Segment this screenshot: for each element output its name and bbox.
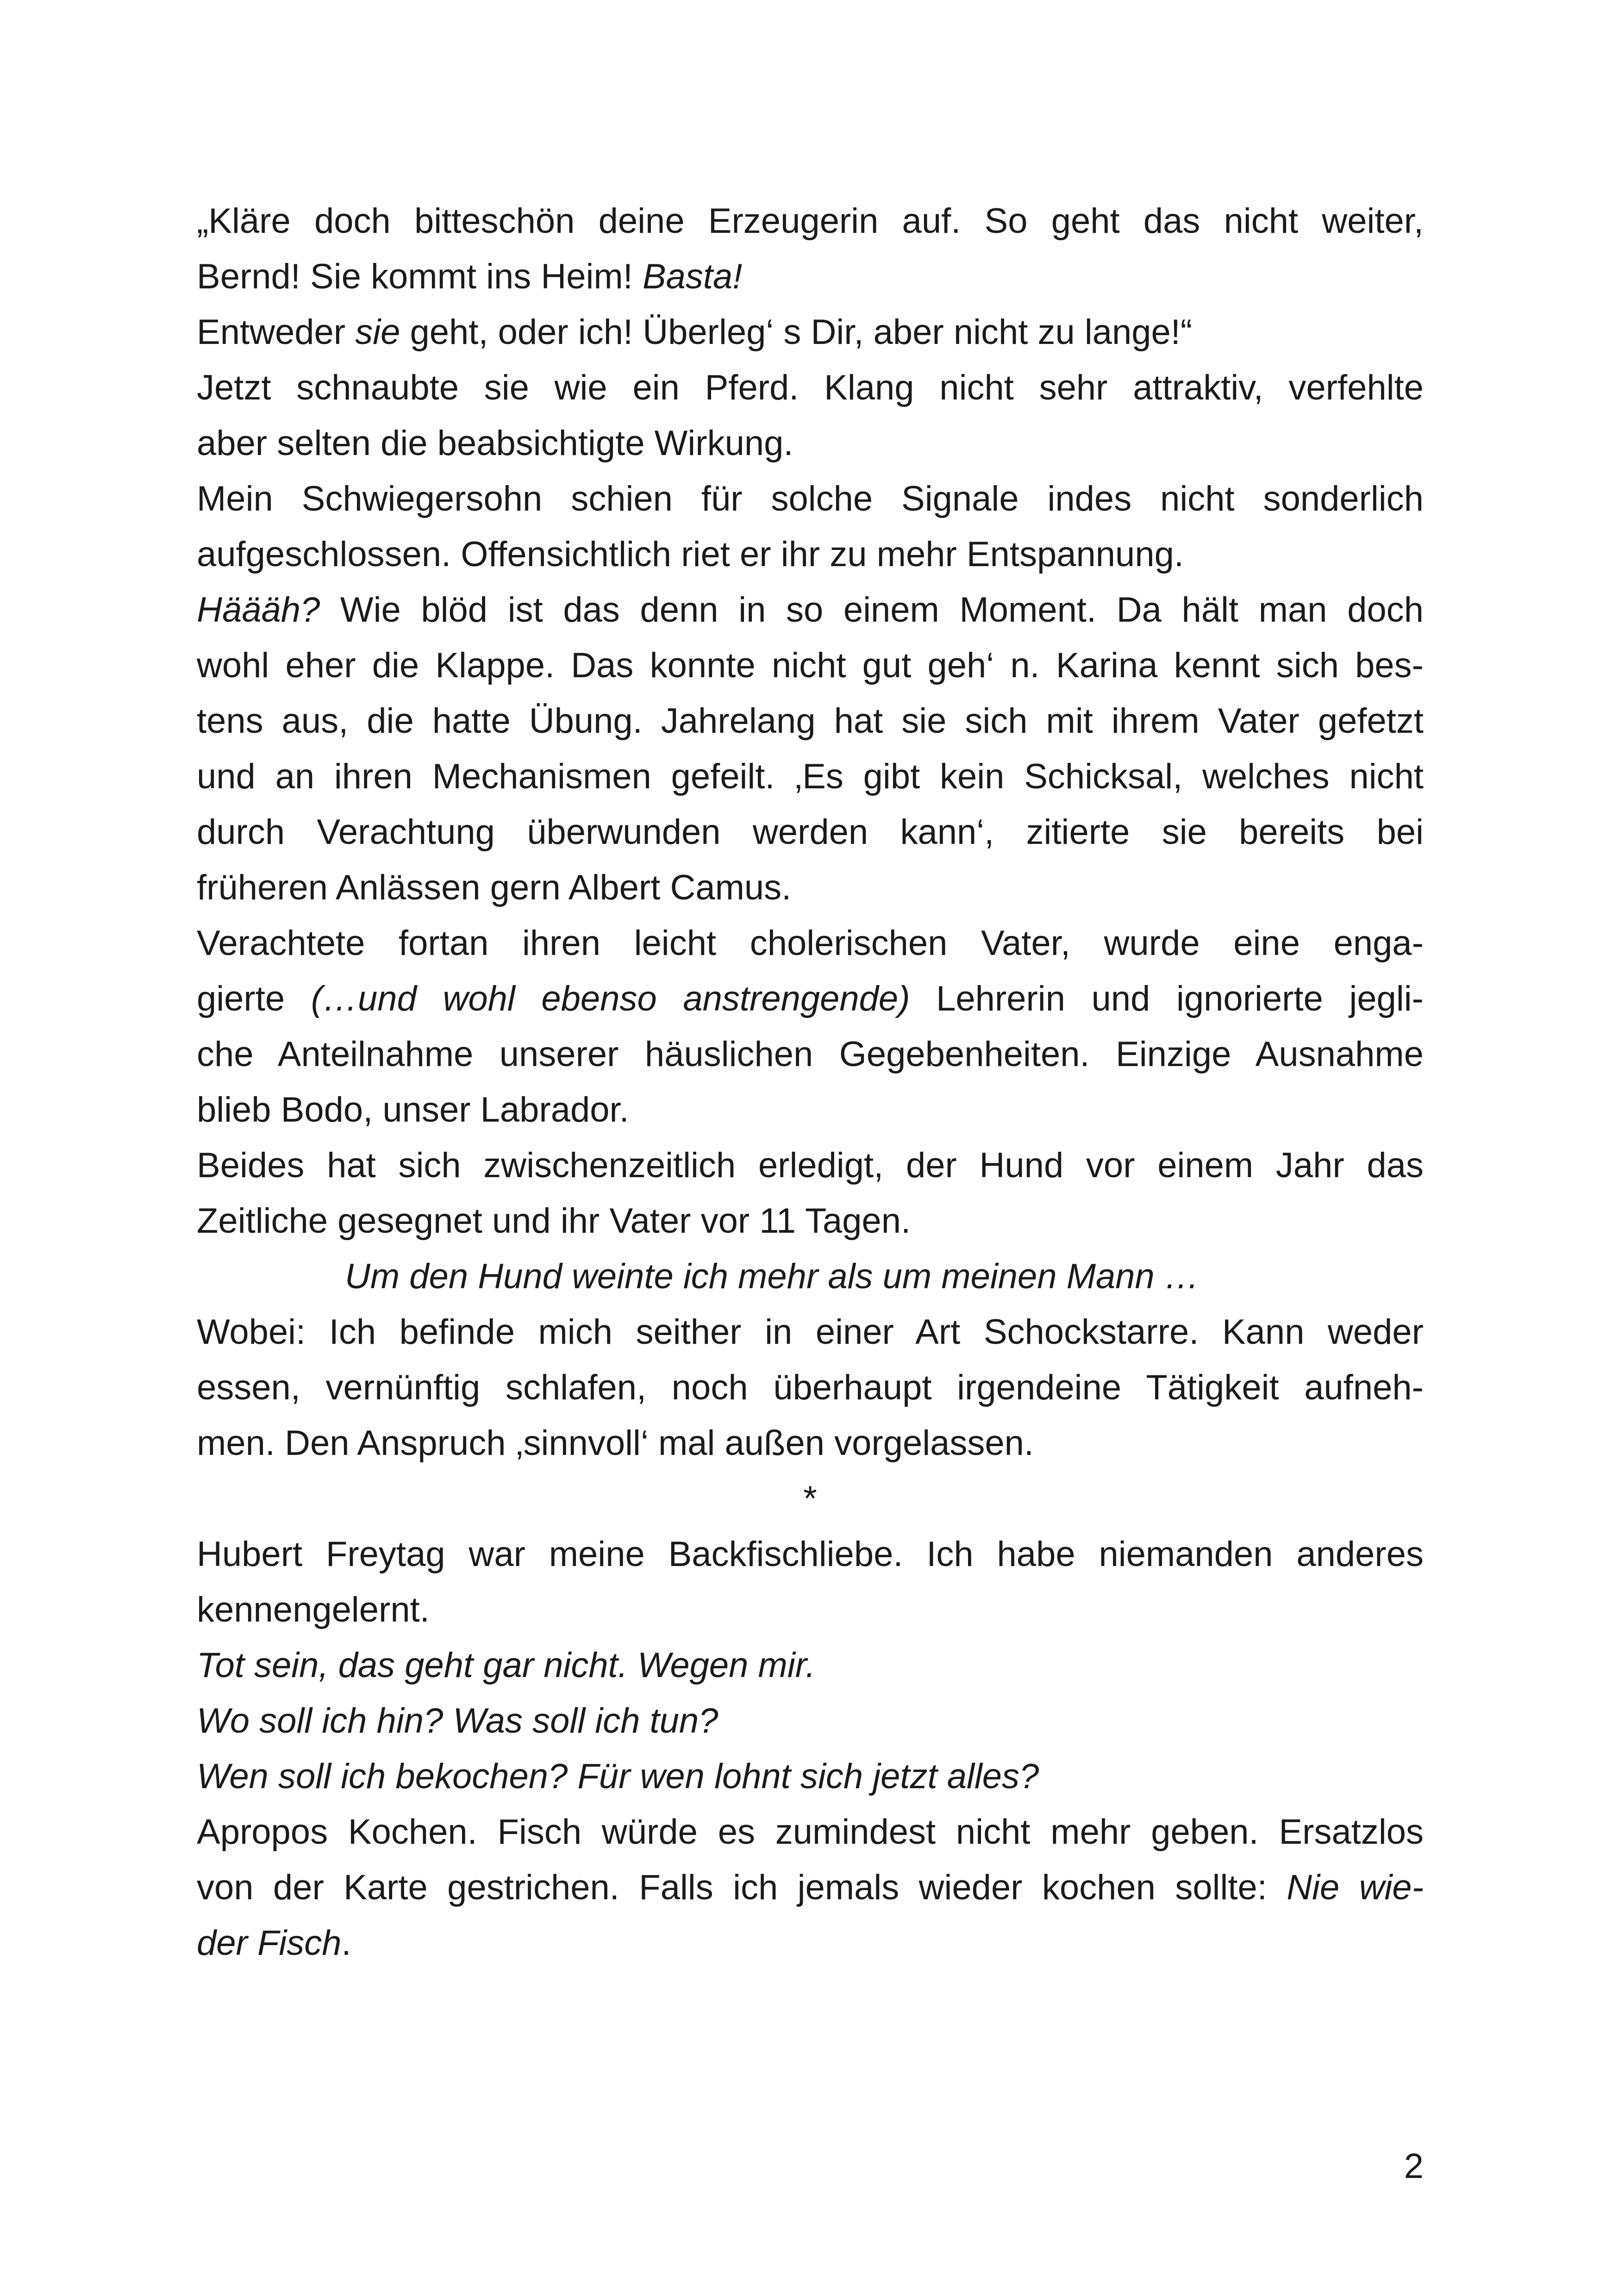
section-separator <box>197 1471 1424 1527</box>
text-segment: früheren Anlässen gern Albert Camus. <box>197 868 792 907</box>
text-line <box>197 360 1424 416</box>
text-segment: Bernd! Sie kommt ins Heim! <box>197 257 643 296</box>
text-line <box>197 1749 1424 1804</box>
text-line <box>197 249 1424 305</box>
text-line <box>197 1860 1424 1915</box>
text-line <box>197 971 1424 1027</box>
text-segment: Entweder <box>197 312 356 352</box>
text-segment: blieb Bodo, unser Labrador. <box>197 1090 629 1129</box>
text-line <box>197 1082 1424 1138</box>
text-line <box>197 416 1424 471</box>
text-segment: Hubert Freytag war meine Backfischliebe. Ich habe niemanden anderes <box>197 1535 1424 1574</box>
text-segment: tens aus, die hatte Übung. Jahrelang hat sie sich mit ihrem Vater gefetzt <box>197 701 1424 741</box>
text-segment: kennengelernt. <box>197 1590 430 1629</box>
italic-text: Tot sein, das geht gar nicht. Wegen mir. <box>197 1646 816 1685</box>
italic-text: sie <box>355 312 400 352</box>
text-line <box>197 1249 1424 1304</box>
text-line <box>197 749 1424 805</box>
text-line <box>197 860 1424 916</box>
text-segment: „Kläre doch bitteschön deine Erzeugerin auf. So geht das nicht weiter, <box>197 201 1424 241</box>
text-line <box>197 916 1424 971</box>
text-segment: men. Den Anspruch ‚sinnvoll‘ mal außen vorgelassen. <box>197 1423 1034 1463</box>
text-segment: Jetzt schnaubte sie wie ein Pferd. Klang nicht sehr attraktiv, verfehlte <box>197 368 1424 407</box>
text-segment: geht, oder ich! Überleg‘ s Dir, aber nicht zu lange!“ <box>400 312 1193 352</box>
text-segment: Beides hat sich zwischenzeitlich erledigt, der Hund vor einem Jahr das <box>197 1146 1424 1185</box>
text-line <box>197 1527 1424 1582</box>
text-line <box>197 1416 1424 1471</box>
text-line <box>197 1915 1424 1971</box>
text-segment: . <box>341 1923 351 1963</box>
italic-text: Nie wie- <box>1287 1868 1424 1907</box>
italic-text: Wo soll ich hin? Was soll ich tun? <box>197 1701 718 1741</box>
text-line <box>197 1304 1424 1360</box>
text-segment: Apropos Kochen. Fisch würde es zumindest nicht mehr geben. Ersatzlos <box>197 1812 1424 1852</box>
text-line <box>197 1582 1424 1638</box>
text-line <box>197 1638 1424 1693</box>
italic-text: Um den Hund weinte ich mehr als um meinen Mann … <box>345 1257 1199 1296</box>
text-line <box>197 305 1424 360</box>
text-segment: wohl eher die Klappe. Das konnte nicht gut geh‘ n. Karina kennt sich bes- <box>197 646 1424 685</box>
text-line <box>197 471 1424 527</box>
text-line <box>197 1693 1424 1749</box>
text-line <box>197 193 1424 249</box>
text-line <box>197 1360 1424 1416</box>
text-segment: aber selten die beabsichtigte Wirkung. <box>197 424 793 463</box>
text-line <box>197 527 1424 582</box>
text-segment: Verachtete fortan ihren leicht cholerischen Vater, wurde eine enga- <box>197 923 1424 963</box>
text-segment: essen, vernünftig schlafen, noch überhaupt irgendeine Tätigkeit aufneh- <box>197 1368 1424 1407</box>
text-line <box>197 1138 1424 1193</box>
italic-text: Wen soll ich bekochen? Für wen lohnt sich jetzt alles? <box>197 1757 1039 1796</box>
body-text <box>197 193 1424 1971</box>
italic-text: (…und wohl ebenso anstrengende) <box>311 979 910 1018</box>
italic-text: der Fisch <box>197 1923 342 1963</box>
text-segment: Wobei: Ich befinde mich seither in einer Art Schockstarre. Kann weder <box>197 1312 1424 1352</box>
italic-text: Häääh? <box>197 590 320 630</box>
text-segment: durch Verachtung überwunden werden kann‘, zitierte sie bereits bei <box>197 812 1424 852</box>
text-line <box>197 805 1424 860</box>
text-segment: von der Karte gestrichen. Falls ich jemals wieder kochen sollte: <box>197 1868 1287 1907</box>
text-line <box>197 582 1424 638</box>
text-line <box>197 1804 1424 1860</box>
text-line <box>197 1193 1424 1249</box>
text-segment: und an ihren Mechanismen gefeilt. ‚Es gibt kein Schicksal, welches nicht <box>197 757 1424 796</box>
text-segment: Mein Schwiegersohn schien für solche Signale indes nicht sonderlich <box>197 479 1424 518</box>
text-segment: Lehrerin und ignorierte jegli- <box>910 979 1424 1018</box>
text-line <box>197 693 1424 749</box>
italic-text: Basta! <box>642 257 743 296</box>
text-line <box>197 638 1424 693</box>
text-segment: Zeitliche gesegnet und ihr Vater vor 11 Tagen. <box>197 1201 911 1241</box>
text-segment: * <box>803 1479 817 1518</box>
text-segment: aufgeschlossen. Offensichtlich riet er ihr zu mehr Entspannung. <box>197 535 1184 574</box>
text-segment: Wie blöd ist das denn in so einem Moment. Da hält man doch <box>320 590 1424 630</box>
page-number: 2 <box>1404 2146 1424 2186</box>
text-segment: gierte <box>197 979 311 1018</box>
text-line <box>197 1027 1424 1082</box>
text-segment: che Anteilnahme unserer häuslichen Gegebenheiten. Einzige Ausnahme <box>197 1035 1424 1074</box>
